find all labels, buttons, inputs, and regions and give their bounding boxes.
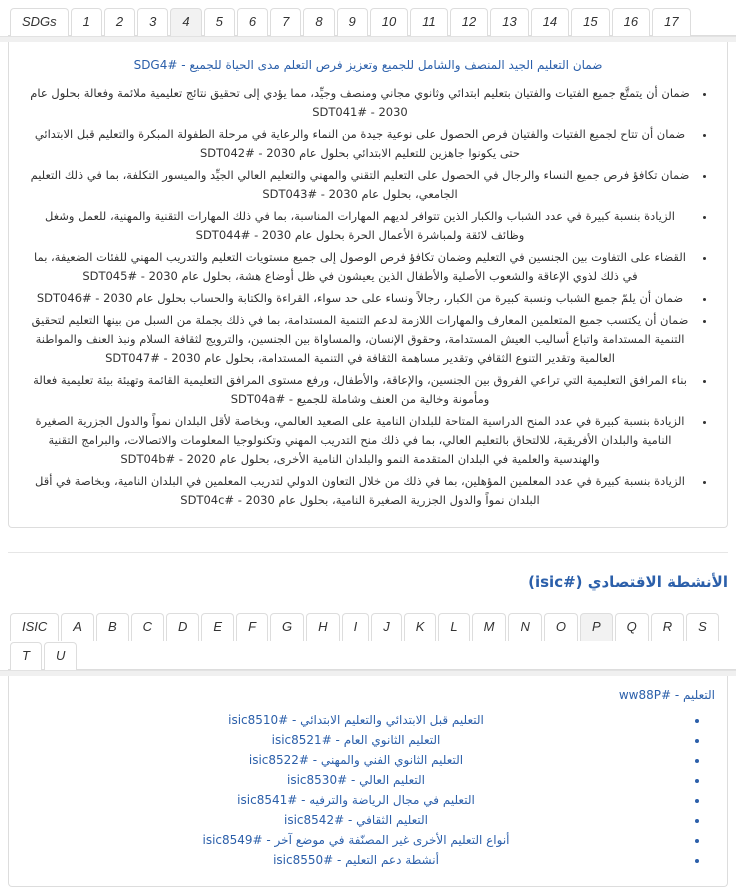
tab-isic-d[interactable]: D: [166, 613, 199, 641]
isic-root-link[interactable]: التعليم - #ww88P: [618, 688, 715, 702]
tab-isic-f[interactable]: F: [236, 613, 268, 641]
isic-list-item[interactable]: • أنشطة دعم التعليم - #isic8550: [27, 850, 685, 870]
sdg-goal-title: ضمان التعليم الجيد المنصف والشامل للجميع وتعزيز فرص التعلم مدى الحياة للجميع - #SDG4: [133, 58, 603, 72]
sdg-target-item: • ضمان تكافؤ فرص جميع النساء والرجال في الحصول على التعليم التقني والمهني والتعليم العالي الجيِّد والميسور التكلفة، بما في ذلك التعليم الجامعي، بحلول عام 2030 - #SDT043: [27, 166, 693, 204]
tab-isic-l[interactable]: L: [438, 613, 469, 641]
tab-isic-j[interactable]: J: [371, 613, 402, 641]
tab-isic-a[interactable]: A: [61, 613, 94, 641]
isic-list-item[interactable]: • التعليم الثقافي - #isic8542: [27, 810, 685, 830]
isic-panel: [8, 676, 728, 887]
sdg-panel: [8, 42, 728, 528]
tab-isic-h[interactable]: H: [306, 613, 339, 641]
tab-isic-u[interactable]: U: [44, 642, 77, 670]
tab-sdg-15[interactable]: 15: [571, 8, 609, 36]
tab-sdg-12[interactable]: 12: [450, 8, 488, 36]
tab-sdg-4[interactable]: 4: [170, 8, 201, 36]
tab-sdg-9[interactable]: 9: [337, 8, 368, 36]
sdg-target-item: • ضمان أن يتمتَّع جميع الفتيات والفتيان بتعليم ابتدائي وثانوي مجاني ومنصف وجيِّد، مما يؤدي إلى تحقيق نتائج تعليمية ملائمة وفعالة بحلول عام 2030 - #SDT041: [27, 84, 693, 122]
tab-isic-t[interactable]: T: [10, 642, 42, 670]
sdg-target-item: • الزيادة بنسبة كبيرة في عدد المنح الدراسية المتاحة للبلدان النامية على الصعيد العالمي، وبخاصة لأقل البلدان نمواً والدول الجزرية الصغيرة النامية والبلدان الأفريقية، للالتحاق بالتعليم العالي، بما في ذلك منح التدريب المهني وتكنولوجيا المعلومات والاتصالات، والبرامج التقنية والهندسية والعلمية في البلدان المتقدمة النمو والبلدان النامية الأخرى، بحلول عام 2020 - #SDT04b: [27, 412, 693, 469]
sdg-tab-list: [8, 6, 736, 36]
tab-sdg-16[interactable]: 16: [612, 8, 650, 36]
tab-isic-isic[interactable]: ISIC: [10, 613, 59, 641]
tab-sdg-5[interactable]: 5: [204, 8, 235, 36]
tab-sdg-14[interactable]: 14: [531, 8, 569, 36]
sdg-target-list: [15, 84, 721, 510]
tab-isic-i[interactable]: I: [342, 613, 370, 641]
isic-list-item[interactable]: • التعليم العالي - #isic8530: [27, 770, 685, 790]
isic-list-item[interactable]: • أنواع التعليم الأخرى غير المصنّفة في موضع آخر - #isic8549: [27, 830, 685, 850]
tab-sdg-3[interactable]: 3: [137, 8, 168, 36]
sdg-target-item: • ضمان أن يكتسب جميع المتعلمين المعارف والمهارات اللازمة لدعم التنمية المستدامة، بما في ذلك بجملة من السبل من بينها التعليم لتحقيق التنمية المستدامة واتباع أساليب العيش المستدامة، وحقوق الإنسان، والمساواة بين الجنسين، والترويج لثقافة السلام ونبذ العنف والمواطنة العالمية وتقدير التنوع الثقافي وتقدير مساهمة الثقافة في التنمية المستدامة، بحلول عام 2030 - #SDT047: [27, 311, 693, 368]
isic-section-heading: الأنشطة الاقتصادي (#isic): [528, 573, 728, 591]
tab-sdg-8[interactable]: 8: [303, 8, 334, 36]
tab-isic-b[interactable]: B: [96, 613, 129, 641]
sdg-target-item: • ضمان أن تتاح لجميع الفتيات والفتيان فرص الحصول على نوعية جيدة من النماء والرعاية في مرحلة الطفولة المبكرة والتعليم قبل الابتدائي حتى يكونوا جاهزين للتعليم الابتدائي بحلول عام 2030 - #SDT042: [27, 125, 693, 163]
tab-sdg-2[interactable]: 2: [104, 8, 135, 36]
tab-isic-o[interactable]: O: [544, 613, 578, 641]
isic-list-item[interactable]: • التعليم في مجال الرياضة والترفيه - #isic8541: [27, 790, 685, 810]
tab-sdg-11[interactable]: 11: [410, 8, 448, 36]
sdg-target-item: • ضمان أن يلمّ جميع الشباب ونسبة كبيرة من الكبار، رجالاً ونساء على حد سواء، القراءة والكتابة والحساب بحلول عام 2030 - #SDT046: [27, 289, 693, 308]
tab-sdg-7[interactable]: 7: [270, 8, 301, 36]
sdg-target-item: • الزيادة بنسبة كبيرة في عدد المعلمين المؤهلين، بما في ذلك من خلال التعاون الدولي لتدريب المعلمين في البلدان النامية، وبخاصة في أقل البلدان نمواً والدول الجزرية الصغيرة النامية، بحلول عام 2030 - #SDT04c: [27, 472, 693, 510]
sdg-target-item: • الزيادة بنسبة كبيرة في عدد الشباب والكبار الذين تتوافر لديهم المهارات المناسبة، بما في ذلك المهارات التقنية والمهنية، للعمل وشغل وظائف لائقة ولمباشرة الأعمال الحرة بحلول عام 2030 - #SDT044: [27, 207, 693, 245]
tab-sdg-10[interactable]: 10: [370, 8, 408, 36]
sdg-target-item: • بناء المرافق التعليمية التي تراعي الفروق بين الجنسين، والإعاقة، والأطفال، ورفع مستوى المرافق التعليمية القائمة وتهيئة بيئة تعليمية فعالة ومأمونة وخالية من العنف وشاملة للجميع - #SDT04a: [27, 371, 693, 409]
tab-isic-m[interactable]: M: [472, 613, 507, 641]
tab-sdg-17[interactable]: 17: [652, 8, 690, 36]
tab-isic-q[interactable]: Q: [615, 613, 649, 641]
sdg-tabs-container: [0, 0, 736, 36]
tab-sdg-sdgs[interactable]: SDGs: [10, 8, 69, 36]
tab-isic-e[interactable]: E: [201, 613, 234, 641]
isic-list-item[interactable]: • التعليم الثانوي الفني والمهني - #isic8522: [27, 750, 685, 770]
section-divider: [8, 552, 728, 553]
tab-sdg-13[interactable]: 13: [490, 8, 528, 36]
isic-list-item[interactable]: • التعليم الثانوي العام - #isic8521: [27, 730, 685, 750]
tab-isic-n[interactable]: N: [508, 613, 541, 641]
tab-isic-s[interactable]: S: [686, 613, 719, 641]
tab-sdg-1[interactable]: 1: [71, 8, 102, 36]
tab-isic-k[interactable]: K: [404, 613, 437, 641]
tab-isic-c[interactable]: C: [131, 613, 164, 641]
tab-isic-p[interactable]: P: [580, 613, 613, 641]
isic-list-item[interactable]: • التعليم قبل الابتدائي والتعليم الابتدائي - #isic8510: [27, 710, 685, 730]
tab-isic-g[interactable]: G: [270, 613, 304, 641]
sdg-target-item: • القضاء على التفاوت بين الجنسين في التعليم وضمان تكافؤ فرص الوصول إلى جميع مستويات التعليم والتدريب المهني للفئات الضعيفة، بما في ذلك لذوي الإعاقة والشعوب الأصلية والأطفال الذين يعيشون في ظل أوضاع هشة، بحلول عام 2030 - #SDT045: [27, 248, 693, 286]
tab-isic-r[interactable]: R: [651, 613, 684, 641]
isic-item-list: [15, 710, 721, 870]
isic-tab-list: [8, 611, 736, 670]
isic-tabs-container: [0, 605, 736, 670]
tab-sdg-6[interactable]: 6: [237, 8, 268, 36]
